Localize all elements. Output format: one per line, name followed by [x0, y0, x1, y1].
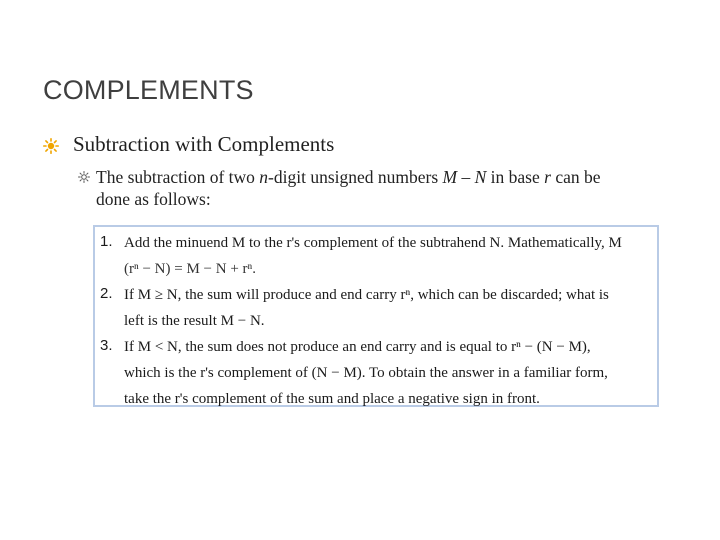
sun-bullet-icon — [78, 171, 90, 183]
sun-bullet-icon — [43, 138, 59, 154]
step-text: If M < N, the sum does not produce an end carry and is equal to rⁿ − (N − M), which is the r's complement of (N − M). To obtain the answer in a familiar form, take the r's complement of the sum and place a negative sign in front. — [124, 339, 608, 407]
bullet-level1 — [43, 132, 683, 157]
bullet-level1-text: Subtraction with Complements — [73, 132, 335, 156]
bullet-level2-text: The subtraction of two n-digit unsigned numbers M – N in base r can be done as follows: — [96, 167, 601, 209]
step-1 — [100, 230, 651, 256]
step-number: 1. — [100, 233, 113, 250]
step-text: Add the minuend M to the r's complement of the subtrahend N. Mathematically, M — [124, 235, 622, 251]
step-2 — [100, 282, 651, 334]
step-1-formula: (rⁿ − N) = M − N + rⁿ. — [124, 261, 257, 277]
slide-title: COMPLEMENTS — [43, 75, 254, 105]
bullet-level2 — [78, 166, 638, 210]
step-text: If M ≥ N, the sum will produce and end carry rⁿ, which can be discarded; what is left is the result M − N. — [124, 287, 609, 329]
step-number: 2. — [100, 285, 113, 302]
textbook-excerpt-box — [93, 225, 659, 407]
step-3 — [100, 334, 651, 412]
step-number: 3. — [100, 337, 113, 354]
